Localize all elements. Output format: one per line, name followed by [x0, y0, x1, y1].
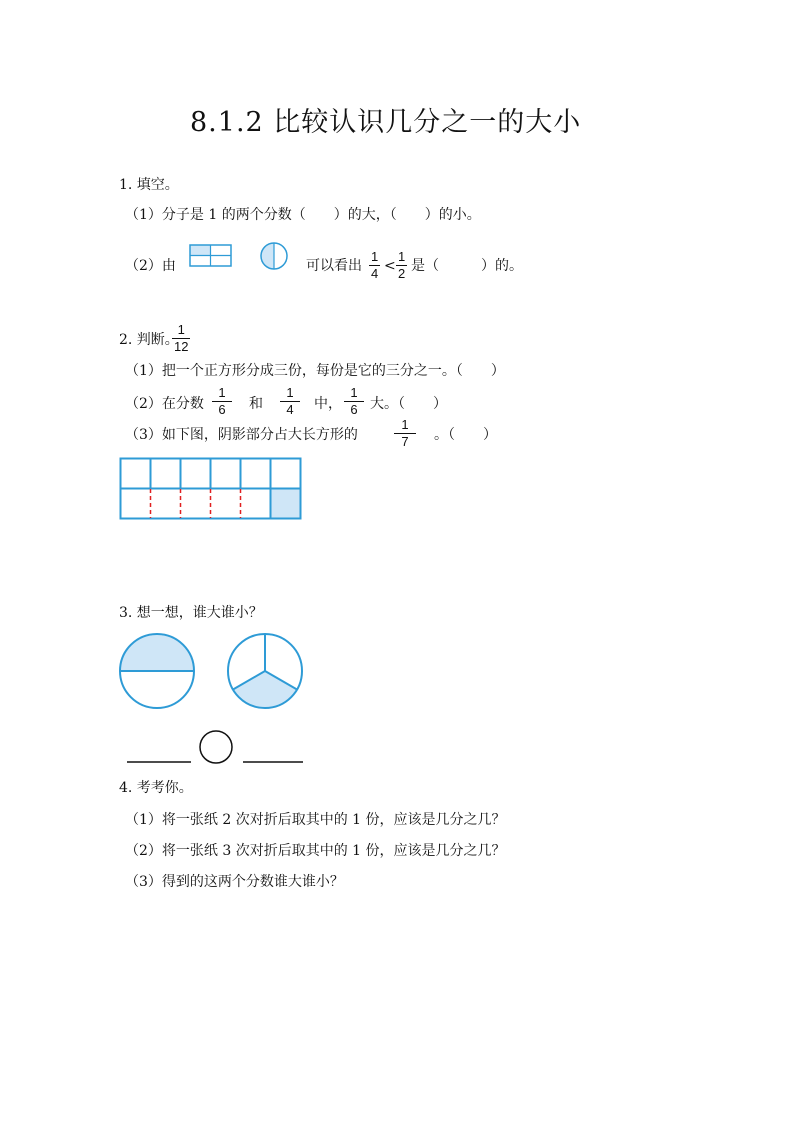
fraction-denominator: 7: [401, 434, 409, 449]
q2-item-2-prefix: （2）在分数: [125, 396, 204, 412]
circle-halves-figure: [260, 242, 290, 272]
circle-thirds-large: [226, 632, 306, 712]
shaded-quarter: [190, 245, 210, 255]
rectangle-grid-figure: [119, 457, 303, 521]
fraction-denominator: 4: [286, 402, 294, 417]
shaded-cell: [271, 489, 300, 518]
q2-heading: 2. 判断。: [119, 332, 179, 348]
q1-item-1: （1）分子是 1 的两个分数（ ）的大，（ ）的小。: [125, 207, 481, 223]
fraction-numerator: 1: [350, 385, 358, 400]
shaded-half: [120, 634, 194, 671]
shaded-third: [233, 671, 297, 708]
q2-item-2-and: 和: [249, 396, 263, 412]
fraction-one-half: [396, 250, 407, 281]
fraction-numerator: 1: [177, 322, 185, 337]
fraction-numerator: 1: [398, 249, 406, 264]
fraction-denominator: 6: [218, 402, 226, 417]
q2-item-3-prefix: （3）如下图，阴影部分占大长方形的: [125, 427, 358, 443]
q4-item-3: （3）得到的这两个分数谁大谁小？: [125, 874, 344, 890]
fraction-one-quarter: [369, 250, 380, 281]
circle-halves-large: [118, 632, 198, 712]
fraction-numerator: 1: [371, 249, 379, 264]
fraction-one-sixth-a: [212, 386, 232, 417]
q2-item-3-suffix: 。（ ）: [434, 427, 497, 443]
fraction-numerator: 1: [401, 417, 409, 432]
shaded-half: [261, 243, 274, 269]
fraction-denominator: 12: [174, 339, 189, 354]
fraction-numerator: 1: [218, 385, 226, 400]
q2-item-2-middle: 中，: [314, 396, 342, 412]
q1-item-2-suffix: 是（ ）的。: [411, 258, 523, 274]
fraction-denominator: 4: [371, 266, 379, 281]
q1-item-2-prefix: （2）由: [125, 258, 176, 274]
q2-item-2-suffix: 大。（ ）: [370, 396, 447, 412]
fraction-denominator: 6: [350, 402, 358, 417]
q3-heading: 3. 想一想，谁大谁小？: [119, 605, 263, 621]
q2-item-1: （1）把一个正方形分成三份，每份是它的三分之一。（ ）: [125, 363, 505, 379]
less-than-sign: <: [384, 258, 396, 274]
page-title: 8.1.2 比较认识几分之一的大小: [190, 107, 582, 138]
rectangle-quarters-figure: [189, 244, 233, 268]
fraction-one-sixth-c: [344, 386, 364, 417]
fraction-denominator: 2: [398, 266, 406, 281]
fraction-numerator: 1: [286, 385, 294, 400]
q1-item-2-middle: 可以看出: [306, 258, 362, 274]
q1-heading: 1. 填空。: [119, 177, 179, 193]
q4-item-2: （2）将一张纸 3 次对折后取其中的 1 份，应该是几分之几？: [125, 843, 506, 859]
comparison-circle[interactable]: [200, 731, 232, 763]
fraction-one-twelfth: [172, 323, 190, 354]
fraction-one-quarter-b: [280, 386, 300, 417]
fraction-one-seventh: [394, 418, 416, 449]
q4-item-1: （1）将一张纸 2 次对折后取其中的 1 份，应该是几分之几？: [125, 812, 506, 828]
comparison-answer-area[interactable]: [127, 729, 307, 765]
q4-heading: 4. 考考你。: [119, 780, 193, 796]
